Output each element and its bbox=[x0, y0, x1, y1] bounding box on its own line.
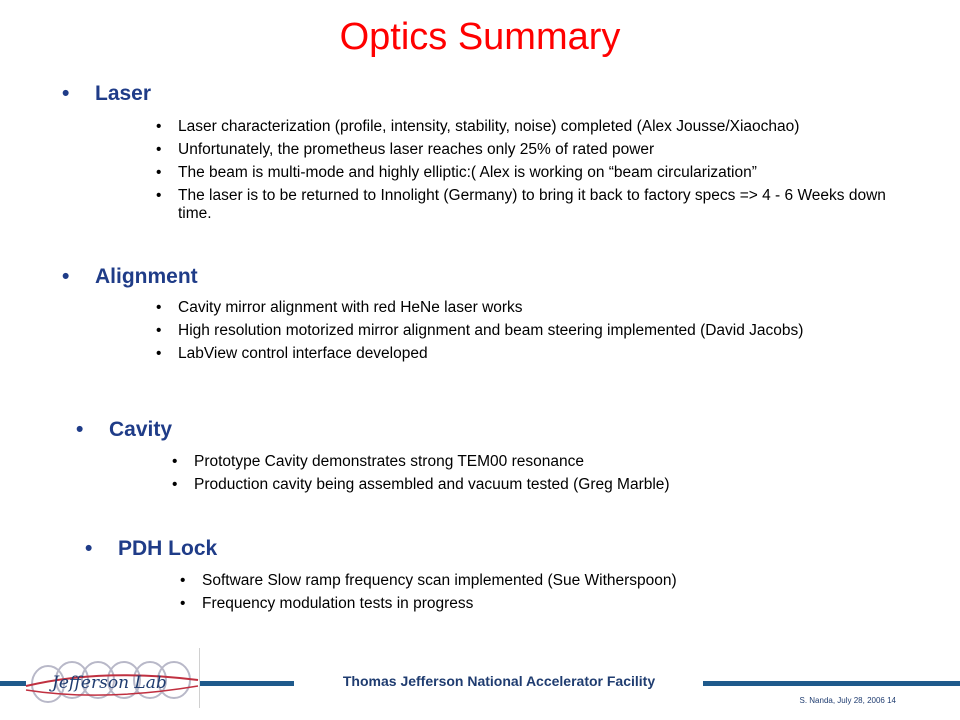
bullet-icon: • bbox=[62, 82, 70, 105]
bullet-icon: • bbox=[76, 418, 84, 441]
bullet-icon: • bbox=[156, 299, 162, 316]
bullet-icon: • bbox=[156, 322, 162, 339]
bullet-list bbox=[156, 299, 908, 368]
bullet-icon: • bbox=[62, 265, 70, 288]
bullet-list bbox=[180, 572, 922, 618]
list-item: • Laser characterization (profile, intensity, stability, noise) completed (Alex Jousse/Xiaochao) bbox=[156, 118, 800, 135]
list-item: • Production cavity being assembled and vacuum tested (Greg Marble) bbox=[172, 476, 670, 493]
bullet-icon: • bbox=[180, 572, 186, 589]
list-item: • Software Slow ramp frequency scan implemented (Sue Witherspoon) bbox=[180, 572, 677, 589]
bullet-icon: • bbox=[156, 187, 162, 204]
jefferson-lab-logo bbox=[22, 650, 200, 710]
footer-credit: S. Nanda, July 28, 2006 14 bbox=[799, 696, 896, 705]
section-heading: Laser bbox=[95, 82, 152, 105]
bullet-icon: • bbox=[156, 118, 162, 135]
list-item: • High resolution motorized mirror alignment and beam steering implemented (David Jacobs) bbox=[156, 322, 804, 339]
bullet-list bbox=[172, 453, 914, 499]
list-item: • Frequency modulation tests in progress bbox=[180, 595, 474, 612]
bullet-list bbox=[156, 118, 918, 228]
footer-bar bbox=[703, 681, 960, 686]
bullet-icon: • bbox=[172, 453, 178, 470]
bullet-icon: • bbox=[156, 164, 162, 181]
list-item: • Prototype Cavity demonstrates strong TEM00 resonance bbox=[172, 453, 584, 470]
list-item: • LabView control interface developed bbox=[156, 345, 428, 362]
list-item: • Unfortunately, the prometheus laser reaches only 25% of rated power bbox=[156, 141, 655, 158]
footer-bar bbox=[200, 681, 294, 686]
list-item: • The laser is to be returned to Innolight (Germany) to bring it back to factory specs => 4 - 6 Weeks down time. bbox=[156, 187, 886, 222]
bullet-icon: • bbox=[180, 595, 186, 612]
list-item: • The beam is multi-mode and highly elliptic:( Alex is working on “beam circularization” bbox=[156, 164, 757, 181]
section-heading: PDH Lock bbox=[118, 537, 218, 560]
slide-title: Optics Summary bbox=[339, 16, 621, 58]
bullet-icon: • bbox=[156, 345, 162, 362]
footer-organization: Thomas Jefferson National Accelerator Facility bbox=[342, 673, 656, 689]
list-item: • Cavity mirror alignment with red HeNe laser works bbox=[156, 299, 523, 316]
bullet-icon: • bbox=[172, 476, 178, 493]
bullet-icon: • bbox=[85, 537, 93, 560]
bullet-icon: • bbox=[156, 141, 162, 158]
section-heading: Cavity bbox=[109, 418, 173, 441]
section-heading: Alignment bbox=[95, 265, 198, 288]
logo-text: Jefferson Lab bbox=[52, 673, 167, 693]
